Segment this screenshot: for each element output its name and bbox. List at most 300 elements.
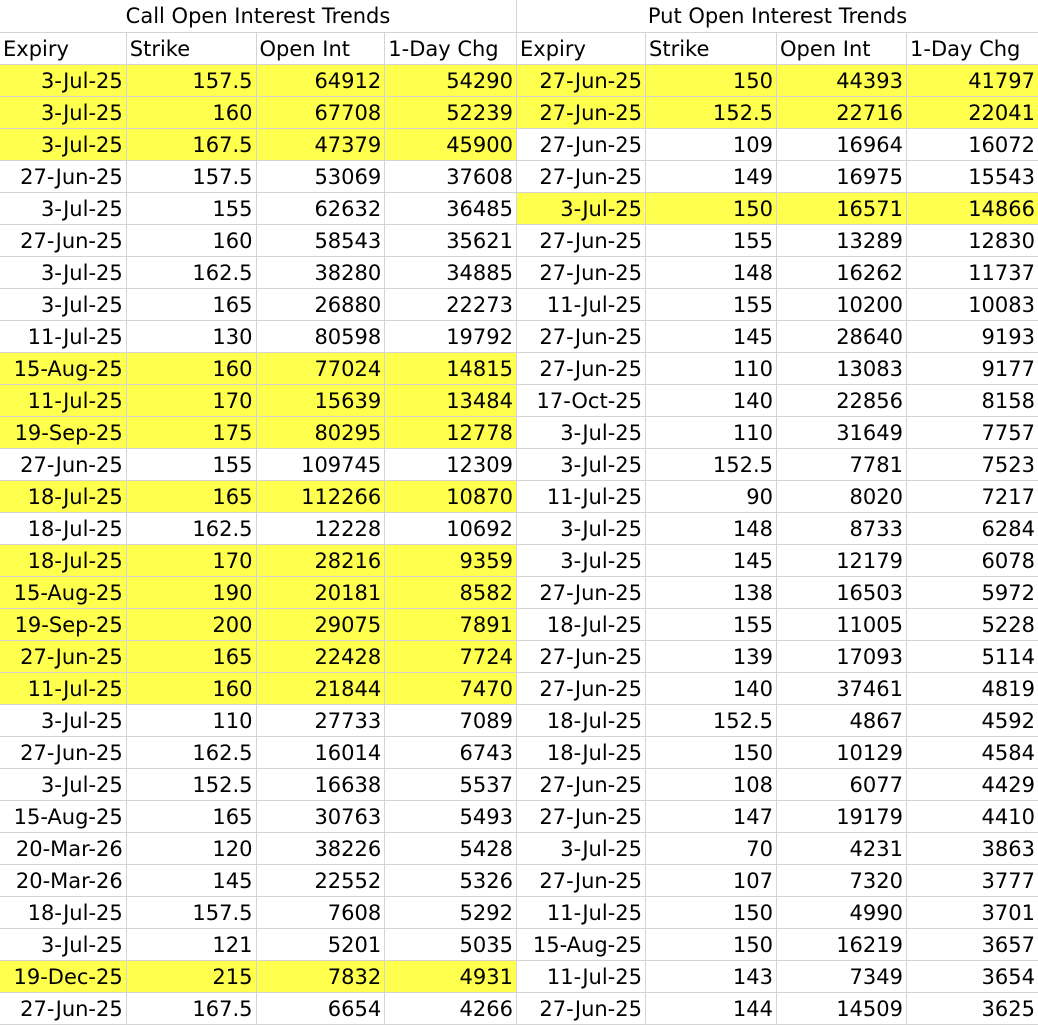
call-row [0,897,517,929]
open-int-cell[interactable]: 8733 [777,513,907,545]
expiry-cell[interactable]: 27-Jun-25 [517,865,646,897]
1-day-chg-cell[interactable]: 6743 [385,737,516,769]
strike-cell[interactable]: 150 [646,193,777,225]
expiry-cell[interactable]: 27-Jun-25 [0,225,127,257]
strike-cell[interactable]: 165 [127,641,257,673]
expiry-cell[interactable]: 27-Jun-25 [517,161,646,193]
strike-cell[interactable]: 109 [646,129,777,161]
open-int-cell[interactable]: 4867 [777,705,907,737]
table-row [0,609,1038,641]
strike-cell[interactable]: 152.5 [646,97,777,129]
header-1-day-chg[interactable]: 1-Day Chg [907,33,1038,65]
put-row [517,481,1038,513]
strike-cell[interactable]: 162.5 [127,513,257,545]
open-int-cell[interactable]: 19179 [777,801,907,833]
open-int-cell[interactable]: 7320 [777,865,907,897]
strike-cell[interactable]: 150 [646,737,777,769]
open-int-cell[interactable]: 112266 [257,481,386,513]
open-int-cell[interactable]: 28216 [257,545,386,577]
strike-cell[interactable]: 162.5 [127,257,257,289]
table-row [0,129,1038,161]
1-day-chg-cell[interactable]: 7089 [385,705,516,737]
open-int-cell[interactable]: 16014 [257,737,386,769]
expiry-cell[interactable]: 18-Jul-25 [517,609,646,641]
table-row [0,449,1038,481]
1-day-chg-cell[interactable]: 13484 [385,385,516,417]
call-row [0,673,517,705]
expiry-cell[interactable]: 15-Aug-25 [517,929,646,961]
open-int-cell[interactable]: 20181 [257,577,386,609]
header-expiry[interactable]: Expiry [517,33,646,65]
expiry-cell[interactable]: 3-Jul-25 [0,193,127,225]
1-day-chg-cell[interactable]: 12830 [907,225,1038,257]
1-day-chg-cell[interactable]: 7470 [385,673,516,705]
table-row [0,705,1038,737]
table-row [0,417,1038,449]
put-row [517,129,1038,161]
open-int-cell[interactable]: 10200 [777,289,907,321]
call-row [0,513,517,545]
expiry-cell[interactable]: 19-Sep-25 [0,417,127,449]
1-day-chg-cell[interactable]: 4931 [385,961,516,993]
1-day-chg-cell[interactable]: 3777 [907,865,1038,897]
1-day-chg-cell[interactable]: 10083 [907,289,1038,321]
call-header [0,33,517,65]
strike-cell[interactable]: 139 [646,641,777,673]
expiry-cell[interactable]: 18-Jul-25 [517,705,646,737]
1-day-chg-cell[interactable]: 5292 [385,897,516,929]
open-int-cell[interactable]: 15639 [257,385,386,417]
put-row [517,641,1038,673]
open-int-cell[interactable]: 4990 [777,897,907,929]
1-day-chg-cell[interactable]: 12778 [385,417,516,449]
1-day-chg-cell[interactable]: 41797 [907,65,1038,97]
strike-cell[interactable]: 70 [646,833,777,865]
put-row [517,449,1038,481]
expiry-cell[interactable]: 3-Jul-25 [517,545,646,577]
strike-cell[interactable]: 152.5 [646,705,777,737]
strike-cell[interactable]: 152.5 [127,769,257,801]
header-strike[interactable]: Strike [127,33,257,65]
strike-cell[interactable]: 110 [646,417,777,449]
1-day-chg-cell[interactable]: 37608 [385,161,516,193]
1-day-chg-cell[interactable]: 7523 [907,449,1038,481]
open-int-cell[interactable]: 16964 [777,129,907,161]
open-int-cell[interactable]: 29075 [257,609,386,641]
put-row [517,833,1038,865]
1-day-chg-cell[interactable]: 5972 [907,577,1038,609]
open-int-cell[interactable]: 53069 [257,161,386,193]
expiry-cell[interactable]: 3-Jul-25 [0,97,127,129]
call-row [0,193,517,225]
strike-cell[interactable]: 144 [646,993,777,1025]
strike-cell[interactable]: 120 [127,833,257,865]
expiry-cell[interactable]: 27-Jun-25 [517,641,646,673]
open-int-cell[interactable]: 7349 [777,961,907,993]
expiry-cell[interactable]: 11-Jul-25 [517,897,646,929]
put-row [517,673,1038,705]
1-day-chg-cell[interactable]: 7724 [385,641,516,673]
expiry-cell[interactable]: 27-Jun-25 [517,577,646,609]
1-day-chg-cell[interactable]: 5114 [907,641,1038,673]
open-int-cell[interactable]: 16571 [777,193,907,225]
1-day-chg-cell[interactable]: 9177 [907,353,1038,385]
strike-cell[interactable]: 190 [127,577,257,609]
expiry-cell[interactable]: 27-Jun-25 [517,321,646,353]
strike-cell[interactable]: 147 [646,801,777,833]
strike-cell[interactable]: 143 [646,961,777,993]
open-int-cell[interactable]: 80598 [257,321,386,353]
open-int-cell[interactable]: 44393 [777,65,907,97]
header-expiry[interactable]: Expiry [0,33,127,65]
1-day-chg-cell[interactable]: 8158 [907,385,1038,417]
1-day-chg-cell[interactable]: 4429 [907,769,1038,801]
open-int-cell[interactable]: 7781 [777,449,907,481]
strike-cell[interactable]: 165 [127,481,257,513]
expiry-cell[interactable]: 3-Jul-25 [0,129,127,161]
strike-cell[interactable]: 167.5 [127,993,257,1025]
open-int-cell[interactable]: 38226 [257,833,386,865]
strike-cell[interactable]: 145 [646,545,777,577]
1-day-chg-cell[interactable]: 6284 [907,513,1038,545]
expiry-cell[interactable]: 11-Jul-25 [0,385,127,417]
open-int-cell[interactable]: 6654 [257,993,386,1025]
expiry-cell[interactable]: 27-Jun-25 [517,673,646,705]
call-row [0,961,517,993]
put-row [517,865,1038,897]
strike-cell[interactable]: 121 [127,929,257,961]
title-row [0,0,1038,33]
strike-cell[interactable]: 148 [646,513,777,545]
expiry-cell[interactable]: 27-Jun-25 [0,161,127,193]
1-day-chg-cell[interactable]: 4266 [385,993,516,1025]
expiry-cell[interactable]: 3-Jul-25 [0,257,127,289]
strike-cell[interactable]: 149 [646,161,777,193]
strike-cell[interactable]: 200 [127,609,257,641]
strike-cell[interactable]: 162.5 [127,737,257,769]
table-row [0,897,1038,929]
expiry-cell[interactable]: 20-Mar-26 [0,833,127,865]
1-day-chg-cell[interactable]: 54290 [385,65,516,97]
strike-cell[interactable]: 157.5 [127,897,257,929]
header-open-int[interactable]: Open Int [257,33,386,65]
expiry-cell[interactable]: 27-Jun-25 [517,769,646,801]
open-int-cell[interactable]: 31649 [777,417,907,449]
expiry-cell[interactable]: 27-Jun-25 [517,129,646,161]
expiry-cell[interactable]: 18-Jul-25 [0,481,127,513]
call-row [0,65,517,97]
strike-cell[interactable]: 150 [646,897,777,929]
put-row [517,353,1038,385]
open-int-cell[interactable]: 6077 [777,769,907,801]
open-int-cell[interactable]: 13083 [777,353,907,385]
table-row [0,769,1038,801]
1-day-chg-cell[interactable]: 34885 [385,257,516,289]
header-open-int[interactable]: Open Int [777,33,907,65]
expiry-cell[interactable]: 18-Jul-25 [0,545,127,577]
expiry-cell[interactable]: 11-Jul-25 [517,961,646,993]
put-row [517,97,1038,129]
expiry-cell[interactable]: 27-Jun-25 [517,353,646,385]
put-row [517,193,1038,225]
open-int-cell[interactable]: 22716 [777,97,907,129]
expiry-cell[interactable]: 15-Aug-25 [0,353,127,385]
1-day-chg-cell[interactable]: 8582 [385,577,516,609]
expiry-cell[interactable]: 3-Jul-25 [517,513,646,545]
open-int-cell[interactable]: 62632 [257,193,386,225]
strike-cell[interactable]: 152.5 [646,449,777,481]
strike-cell[interactable]: 157.5 [127,65,257,97]
open-int-cell[interactable]: 80295 [257,417,386,449]
expiry-cell[interactable]: 3-Jul-25 [0,65,127,97]
strike-cell[interactable]: 160 [127,225,257,257]
1-day-chg-cell[interactable]: 3654 [907,961,1038,993]
expiry-cell[interactable]: 19-Dec-25 [0,961,127,993]
1-day-chg-cell[interactable]: 7217 [907,481,1038,513]
table-row [0,321,1038,353]
1-day-chg-cell[interactable]: 12309 [385,449,516,481]
open-int-cell[interactable]: 17093 [777,641,907,673]
1-day-chg-cell[interactable]: 3863 [907,833,1038,865]
1-day-chg-cell[interactable]: 15543 [907,161,1038,193]
strike-cell[interactable]: 165 [127,801,257,833]
open-int-cell[interactable]: 67708 [257,97,386,129]
1-day-chg-cell[interactable]: 3701 [907,897,1038,929]
expiry-cell[interactable]: 3-Jul-25 [517,417,646,449]
strike-cell[interactable]: 138 [646,577,777,609]
1-day-chg-cell[interactable]: 3625 [907,993,1038,1025]
open-int-cell[interactable]: 27733 [257,705,386,737]
strike-cell[interactable]: 160 [127,353,257,385]
put-row [517,801,1038,833]
strike-cell[interactable]: 150 [646,929,777,961]
1-day-chg-cell[interactable]: 11737 [907,257,1038,289]
put-header [517,33,1038,65]
open-int-cell[interactable]: 7608 [257,897,386,929]
table-row [0,193,1038,225]
expiry-cell[interactable]: 27-Jun-25 [517,801,646,833]
open-int-cell[interactable]: 16975 [777,161,907,193]
open-int-cell[interactable]: 12179 [777,545,907,577]
strike-cell[interactable]: 140 [646,673,777,705]
expiry-cell[interactable]: 27-Jun-25 [0,737,127,769]
open-int-cell[interactable]: 28640 [777,321,907,353]
expiry-cell[interactable]: 3-Jul-25 [517,449,646,481]
strike-cell[interactable]: 90 [646,481,777,513]
open-int-cell[interactable]: 7832 [257,961,386,993]
strike-cell[interactable]: 170 [127,545,257,577]
expiry-cell[interactable]: 18-Jul-25 [0,513,127,545]
expiry-cell[interactable]: 27-Jun-25 [517,225,646,257]
strike-cell[interactable]: 148 [646,257,777,289]
expiry-cell[interactable]: 11-Jul-25 [0,673,127,705]
open-int-cell[interactable]: 38280 [257,257,386,289]
strike-cell[interactable]: 140 [646,385,777,417]
table-row [0,577,1038,609]
call-row [0,545,517,577]
open-int-cell[interactable]: 4231 [777,833,907,865]
open-int-cell[interactable]: 12228 [257,513,386,545]
1-day-chg-cell[interactable]: 9193 [907,321,1038,353]
expiry-cell[interactable]: 11-Jul-25 [0,321,127,353]
1-day-chg-cell[interactable]: 5326 [385,865,516,897]
open-int-cell[interactable]: 109745 [257,449,386,481]
1-day-chg-cell[interactable]: 4819 [907,673,1038,705]
open-int-cell[interactable]: 13289 [777,225,907,257]
1-day-chg-cell[interactable]: 5035 [385,929,516,961]
open-int-cell[interactable]: 16638 [257,769,386,801]
call-row [0,705,517,737]
1-day-chg-cell[interactable]: 52239 [385,97,516,129]
strike-cell[interactable]: 108 [646,769,777,801]
open-int-cell[interactable]: 16262 [777,257,907,289]
1-day-chg-cell[interactable]: 5493 [385,801,516,833]
put-row [517,513,1038,545]
1-day-chg-cell[interactable]: 6078 [907,545,1038,577]
expiry-cell[interactable]: 3-Jul-25 [0,705,127,737]
expiry-cell[interactable]: 18-Jul-25 [517,737,646,769]
strike-cell[interactable]: 157.5 [127,161,257,193]
strike-cell[interactable]: 170 [127,385,257,417]
1-day-chg-cell[interactable]: 36485 [385,193,516,225]
strike-cell[interactable]: 160 [127,97,257,129]
1-day-chg-cell[interactable]: 4592 [907,705,1038,737]
call-row [0,769,517,801]
expiry-cell[interactable]: 17-Oct-25 [517,385,646,417]
put-row [517,737,1038,769]
strike-cell[interactable]: 150 [646,65,777,97]
open-int-cell[interactable]: 47379 [257,129,386,161]
expiry-cell[interactable]: 27-Jun-25 [517,97,646,129]
strike-cell[interactable]: 167.5 [127,129,257,161]
put-row [517,545,1038,577]
open-int-cell[interactable]: 58543 [257,225,386,257]
1-day-chg-cell[interactable]: 10692 [385,513,516,545]
expiry-cell[interactable]: 27-Jun-25 [0,993,127,1025]
expiry-cell[interactable]: 3-Jul-25 [0,929,127,961]
expiry-cell[interactable]: 15-Aug-25 [0,577,127,609]
strike-cell[interactable]: 155 [646,289,777,321]
call-row [0,801,517,833]
expiry-cell[interactable]: 27-Jun-25 [0,641,127,673]
open-int-cell[interactable]: 16219 [777,929,907,961]
1-day-chg-cell[interactable]: 4410 [907,801,1038,833]
1-day-chg-cell[interactable]: 22273 [385,289,516,321]
1-day-chg-cell[interactable]: 9359 [385,545,516,577]
open-int-cell[interactable]: 16503 [777,577,907,609]
open-int-cell[interactable]: 22856 [777,385,907,417]
table-row [0,225,1038,257]
1-day-chg-cell[interactable]: 22041 [907,97,1038,129]
1-day-chg-cell[interactable]: 14815 [385,353,516,385]
1-day-chg-cell[interactable]: 45900 [385,129,516,161]
header-1-day-chg[interactable]: 1-Day Chg [385,33,516,65]
1-day-chg-cell[interactable]: 7891 [385,609,516,641]
open-int-cell[interactable]: 22428 [257,641,386,673]
put-row [517,577,1038,609]
1-day-chg-cell[interactable]: 10870 [385,481,516,513]
open-int-cell[interactable]: 11005 [777,609,907,641]
expiry-cell[interactable]: 27-Jun-25 [0,449,127,481]
open-int-cell[interactable]: 21844 [257,673,386,705]
open-int-cell[interactable]: 8020 [777,481,907,513]
expiry-cell[interactable]: 27-Jun-25 [517,993,646,1025]
expiry-cell[interactable]: 3-Jul-25 [0,289,127,321]
expiry-cell[interactable]: 3-Jul-25 [517,833,646,865]
1-day-chg-cell[interactable]: 14866 [907,193,1038,225]
1-day-chg-cell[interactable]: 16072 [907,129,1038,161]
open-int-cell[interactable]: 30763 [257,801,386,833]
1-day-chg-cell[interactable]: 5537 [385,769,516,801]
1-day-chg-cell[interactable]: 19792 [385,321,516,353]
expiry-cell[interactable]: 27-Jun-25 [517,65,646,97]
strike-cell[interactable]: 155 [127,449,257,481]
open-int-cell[interactable]: 14509 [777,993,907,1025]
expiry-cell[interactable]: 3-Jul-25 [0,769,127,801]
expiry-cell[interactable]: 27-Jun-25 [517,257,646,289]
open-int-cell[interactable]: 64912 [257,65,386,97]
strike-cell[interactable]: 155 [646,609,777,641]
open-int-cell[interactable]: 77024 [257,353,386,385]
strike-cell[interactable]: 155 [127,193,257,225]
table-row [0,65,1038,97]
call-row [0,929,517,961]
header-strike[interactable]: Strike [646,33,777,65]
expiry-cell[interactable]: 18-Jul-25 [0,897,127,929]
1-day-chg-cell[interactable]: 7757 [907,417,1038,449]
strike-cell[interactable]: 130 [127,321,257,353]
table-row [0,929,1038,961]
expiry-cell[interactable]: 20-Mar-26 [0,865,127,897]
strike-cell[interactable]: 110 [127,705,257,737]
open-int-cell[interactable]: 37461 [777,673,907,705]
expiry-cell[interactable]: 15-Aug-25 [0,801,127,833]
strike-cell[interactable]: 175 [127,417,257,449]
call-row [0,353,517,385]
table-row [0,545,1038,577]
expiry-cell[interactable]: 11-Jul-25 [517,481,646,513]
call-row [0,449,517,481]
1-day-chg-cell[interactable]: 3657 [907,929,1038,961]
strike-cell[interactable]: 145 [127,865,257,897]
strike-cell[interactable]: 160 [127,673,257,705]
1-day-chg-cell[interactable]: 4584 [907,737,1038,769]
strike-cell[interactable]: 107 [646,865,777,897]
open-int-cell[interactable]: 10129 [777,737,907,769]
strike-cell[interactable]: 155 [646,225,777,257]
strike-cell[interactable]: 165 [127,289,257,321]
1-day-chg-cell[interactable]: 5428 [385,833,516,865]
strike-cell[interactable]: 110 [646,353,777,385]
put-row [517,961,1038,993]
open-int-cell[interactable]: 26880 [257,289,386,321]
expiry-cell[interactable]: 19-Sep-25 [0,609,127,641]
header-row [0,33,1038,65]
put-row [517,769,1038,801]
1-day-chg-cell[interactable]: 35621 [385,225,516,257]
1-day-chg-cell[interactable]: 5228 [907,609,1038,641]
open-int-cell[interactable]: 5201 [257,929,386,961]
expiry-cell[interactable]: 11-Jul-25 [517,289,646,321]
expiry-cell[interactable]: 3-Jul-25 [517,193,646,225]
strike-cell[interactable]: 215 [127,961,257,993]
call-row [0,161,517,193]
put-row [517,609,1038,641]
table-row [0,353,1038,385]
open-int-cell[interactable]: 22552 [257,865,386,897]
call-row [0,417,517,449]
strike-cell[interactable]: 145 [646,321,777,353]
